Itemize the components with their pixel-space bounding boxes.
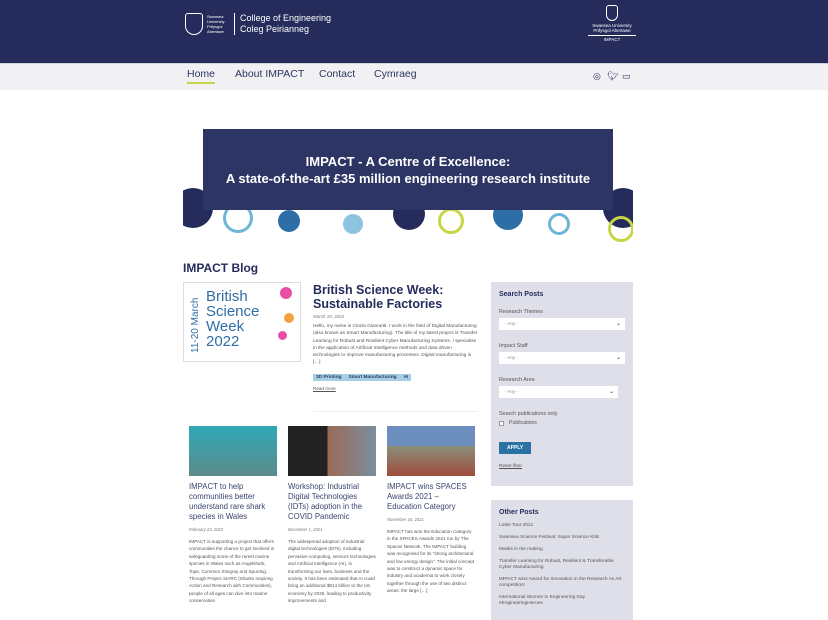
post-card	[288, 426, 376, 605]
post-title[interactable]: Workshop: Industrial Digital Technologies (IDTs) adoption in the COVID Pandemic	[288, 482, 363, 521]
other-posts-title: Other Posts	[499, 509, 539, 516]
image-vertical-text: 11-20 March	[190, 297, 201, 353]
decor-circle	[548, 213, 570, 235]
college-name-cy: Coleg Peirianneg	[240, 24, 310, 34]
impact-staff-select[interactable]: - Any - ⌄	[499, 352, 625, 364]
tag[interactable]: Smart Manufacturing	[348, 375, 397, 380]
featured-image[interactable]	[183, 282, 301, 362]
featured-date: March 18, 2022	[313, 314, 345, 319]
publications-checkbox[interactable]: Publications	[499, 420, 625, 426]
post-date: November 16, 2021	[387, 517, 424, 522]
post-date: December 1, 2021	[288, 527, 323, 532]
publications-label: Search publications only	[499, 411, 558, 417]
read-more-link[interactable]: Read more	[313, 386, 336, 391]
post-title[interactable]: IMPACT wins SPACES Awards 2021 – Education Category	[387, 482, 467, 511]
post-image[interactable]	[387, 426, 475, 476]
post-image[interactable]	[189, 426, 277, 476]
research-themes-label: Research Themes	[499, 309, 543, 315]
apply-button[interactable]: APPLY	[499, 442, 531, 454]
post-excerpt: IMPACT has won the Education Category in the SPACES Awards 2021 run by The Spaces Network. The IMPACT building was recognised for its "strong architectural and low energy design". The initial concept was to construct a dynamic space for industry and academia to work closely together through the use of two distinct areas: the large […]	[387, 529, 475, 594]
twitter-icon[interactable]: 🐦︎	[607, 71, 619, 81]
decor-circle	[278, 210, 300, 232]
decor-circle	[608, 216, 633, 242]
research-themes-select[interactable]: - Any - ⌄	[499, 318, 625, 330]
tag[interactable]: 3D Printing	[316, 375, 342, 380]
other-post-link[interactable]: International Women in Engineering Day #EngineeringHeroes	[499, 595, 586, 606]
nav-home[interactable]: Home	[187, 68, 215, 84]
decor-circle	[438, 208, 464, 234]
featured-title[interactable]: British Science Week: Sustainable Factories	[313, 283, 444, 311]
search-title: Search Posts	[499, 291, 544, 298]
decor-circle	[280, 287, 292, 299]
research-area-label: Research Area	[499, 377, 535, 383]
featured-excerpt: Hello, my name is Cinzia Giannetti. I work in the field of Digital Manufacturing (also known as Smart Manufacturing). The title of my latest project is Transfer Learning for Robust and Resilient Cyber Manufacturing Systems. I specialise in the application of Artificial Intelligence methods and data driven technologies to improve manufacturing processes. Digital manufacturing is […]	[313, 324, 478, 366]
post-card	[387, 426, 475, 595]
laptop-icon[interactable]: ▭	[622, 71, 631, 81]
chevron-down-icon: ⌄	[615, 321, 621, 327]
logo-sub: IMPACT	[588, 35, 636, 42]
college-name-en: College of Engineering	[240, 13, 332, 23]
tag-list	[313, 374, 411, 381]
blog-heading: IMPACT Blog	[183, 261, 259, 275]
search-panel	[491, 282, 633, 486]
site-header	[0, 0, 828, 63]
chevron-down-icon: ⌄	[608, 389, 614, 395]
impact-logo[interactable]	[588, 5, 636, 42]
divider	[313, 411, 478, 412]
decor-circle	[284, 313, 294, 323]
banner-title: IMPACT - A Centre of Excellence: A state-of-the-art £35 million engineering research institute	[203, 129, 613, 210]
post-excerpt: The widespread adoption of industrial digital technologies (IDTs), including pervasive computing, sensors technologies and Artificial Intelligence (AI), is transforming our lives, business and the society. It has been estimated that AI could bring an additional $814 billion to the UK economy by 2035, leading to productivity improvements and	[288, 539, 376, 604]
logo-text: Swansea University Prifysgol Abertawe	[592, 23, 632, 33]
other-posts-panel	[491, 500, 633, 620]
crest-icon	[606, 5, 618, 21]
university-name: Swansea University Prifysgol Abertawe	[207, 14, 225, 34]
chevron-down-icon: ⌄	[615, 355, 621, 361]
other-post-link[interactable]: Masks in the making	[499, 547, 543, 552]
post-card	[189, 426, 277, 605]
decor-circle	[343, 214, 363, 234]
nav-about[interactable]: About IMPACT	[235, 68, 305, 80]
nav-contact[interactable]: Contact	[319, 68, 356, 80]
post-image[interactable]	[288, 426, 376, 476]
other-post-link[interactable]: Lottie Tour 2021	[499, 523, 534, 528]
impact-staff-label: Impact Staff	[499, 343, 528, 349]
crest-icon	[185, 13, 203, 35]
other-post-link[interactable]: Transfer Learning for Robust, Resilient & Transferable Cyber Manufacturing	[499, 559, 614, 570]
decor-circle	[278, 331, 287, 340]
research-area-select[interactable]: - Any - ⌄	[499, 386, 618, 398]
post-title[interactable]: IMPACT to help communities better understand rare shark species in Wales	[189, 482, 266, 521]
post-excerpt: IMPACT is supporting a project that offers communities the chance to get involved in safeguarding some of the rarest marine species in Wales such as Angelshark, Tope, Common Stingray and Spurdog. Through Project SIARC (Sharks Inspiring Action and Research with Communities), people of all ages can dive into marine conservation	[189, 539, 275, 604]
post-date: February 23, 2022	[189, 527, 224, 532]
hero-banner	[183, 128, 633, 242]
college-logo[interactable]	[185, 13, 331, 35]
other-post-link[interactable]: Swansea Science Festival: Super Science Kits!	[499, 535, 600, 540]
checkbox-icon[interactable]	[499, 421, 504, 426]
tag[interactable]: AI	[403, 375, 409, 380]
nav-cymraeg[interactable]: Cymraeg	[374, 68, 417, 80]
reset-filter-link[interactable]: Reset filter	[499, 464, 522, 469]
main-nav	[0, 63, 828, 90]
divider	[234, 13, 235, 35]
image-text: British Science Week 2022	[206, 288, 260, 350]
other-post-link[interactable]: IMPACT wins Award for Innovation in the Research As Art competition!	[499, 577, 622, 588]
instagram-icon[interactable]: ◎	[593, 71, 601, 81]
